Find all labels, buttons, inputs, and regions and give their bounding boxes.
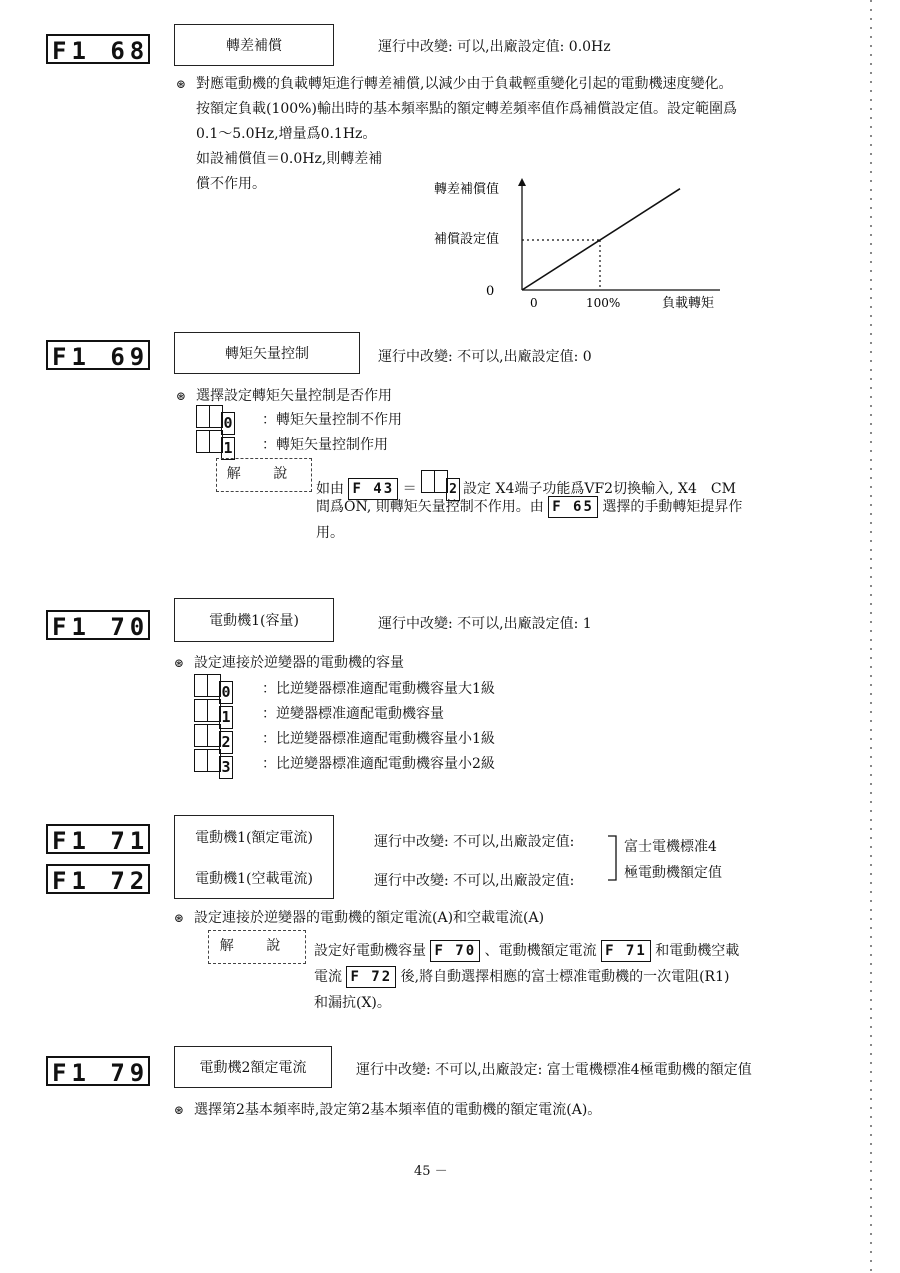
- bullet-icon: ⊛: [174, 656, 185, 670]
- f169-note-line1: 如由 F 43 ＝ 2 設定 X4端子功能爲VF2切換輸入, X4 CM: [316, 470, 736, 501]
- f168-para4: 如設補償值＝0.0Hz,則轉差補: [196, 151, 383, 167]
- f171-note-code2: F 71: [601, 940, 651, 962]
- f170-title: 電動機1(容量): [174, 598, 334, 642]
- f179-intro: 選擇第2基本頻率時,設定第2基本頻率值的電動機的額定電流(A)。: [194, 1102, 602, 1118]
- y-axis-label: 轉差補償值: [434, 182, 500, 197]
- f170-intro: 設定連接於逆變器的電動機的容量: [194, 655, 404, 671]
- f170-option-0-digits: 0: [194, 674, 232, 704]
- f169-note-code1: F 43: [348, 478, 398, 500]
- f170-option-1-digits: 1: [194, 699, 232, 729]
- f169-run-info: 運行中改變: 不可以,出廠設定值: 0: [378, 349, 592, 365]
- f179-title: 電動機2額定電流: [174, 1046, 332, 1088]
- f168-code: F1 68: [46, 34, 150, 64]
- bullet-icon: ⊛: [176, 389, 187, 403]
- origin-label: 0: [486, 284, 495, 299]
- f170-option-3-desc: ：比逆變器標准適配電動機容量小2級: [262, 756, 495, 772]
- f171-title: 電動機1(額定電流): [195, 829, 313, 846]
- f171-factory-line2: 極電動機額定值: [624, 865, 722, 881]
- f172-code: F1 72: [46, 864, 150, 894]
- f169-option-1-digits: 1: [196, 430, 234, 460]
- f179-run-info: 運行中改變: 不可以,出廠設定: 富士電機標准4極電動機的額定值: [356, 1062, 752, 1078]
- f169-option-0-digits: 0: [196, 405, 234, 435]
- f169-note-code3: F 65: [548, 496, 598, 518]
- y-marker-label: 補償設定值: [434, 232, 500, 247]
- f168-para5: 償不作用。: [196, 176, 266, 192]
- f170-option-1-desc: ：逆變器標准適配電動機容量: [262, 706, 444, 722]
- bullet-icon: ⊛: [176, 77, 187, 91]
- f169-note-line3: 用。: [316, 525, 344, 541]
- f171-note-line3: 和漏抗(X)。: [314, 995, 391, 1011]
- f171-run-info: 運行中改變: 不可以,出廠設定值:: [374, 834, 575, 850]
- f169-option-1-desc: ：轉矩矢量控制作用: [262, 437, 388, 453]
- f170-run-info: 運行中改變: 不可以,出廠設定值: 1: [378, 616, 592, 632]
- f170-option-2-desc: ：比逆變器標准適配電動機容量小1級: [262, 731, 495, 747]
- f171-code: F1 71: [46, 824, 150, 854]
- x-tick-label: 100%: [586, 296, 621, 310]
- page-number: 45 －: [414, 1164, 448, 1179]
- x-axis-label: 負載轉矩: [662, 296, 715, 311]
- bullet-icon: ⊛: [174, 911, 185, 925]
- f168-para1: 對應電動機的負載轉矩進行轉差補償,以減少由于負載輕重變化引起的電動機速度變化。: [196, 76, 733, 92]
- f168-para2: 按額定負載(100%)輸出時的基本頻率點的額定轉差頻率值作爲補償設定值。設定範圍爲: [196, 101, 737, 117]
- f170-option-3-digits: 3: [194, 749, 232, 779]
- slip-compensation-chart: [420, 170, 740, 315]
- series-line: [522, 189, 680, 290]
- f171-intro: 設定連接於逆變器的電動機的額定電流(A)和空載電流(A): [194, 910, 545, 926]
- f168-title: 轉差補償: [174, 24, 334, 66]
- f171-note-code3: F 72: [346, 966, 396, 988]
- bullet-icon: ⊛: [174, 1103, 185, 1117]
- y-axis-arrow-icon: [518, 178, 526, 186]
- f169-code: F1 69: [46, 340, 150, 370]
- f168-para3: 0.1～5.0Hz,增量爲0.1Hz。: [196, 126, 377, 142]
- f171-note-label: 解 說: [208, 930, 306, 964]
- f179-code: F1 79: [46, 1056, 150, 1086]
- brace-bracket: [606, 834, 620, 882]
- f171-note-code1: F 70: [430, 940, 480, 962]
- f170-option-2-digits: 2: [194, 724, 232, 754]
- f171-note-line2: 電流 F 72 後,將自動選擇相應的富士標准電動機的一次電阻(R1): [314, 966, 729, 988]
- f170-code: F1 70: [46, 610, 150, 640]
- f171-factory-line1: 富士電機標准4: [624, 839, 717, 855]
- f172-run-info: 運行中改變: 不可以,出廠設定值:: [374, 873, 575, 889]
- f169-note-line2: 間爲ON, 則轉矩矢量控制不作用。由 F 65 選擇的手動轉矩提昇作: [316, 496, 742, 518]
- f169-intro: 選擇設定轉矩矢量控制是否作用: [196, 388, 392, 404]
- f168-run-info: 運行中改變: 可以,出廠設定值: 0.0Hz: [378, 39, 611, 55]
- f171-note-line1: 設定好電動機容量 F 70 、電動機額定電流 F 71 和電動機空載: [314, 940, 739, 962]
- f172-title: 電動機1(空載電流): [195, 870, 313, 887]
- page-edge-dots: [870, 0, 872, 1273]
- f169-option-0-desc: ：轉矩矢量控制不作用: [262, 412, 402, 428]
- f169-note-label: 解 說: [216, 458, 312, 492]
- f169-title: 轉矩矢量控制: [174, 332, 360, 374]
- f169-note-code2: 2: [421, 482, 459, 497]
- x-tick-label: 0: [530, 296, 538, 310]
- f170-option-0-desc: ：比逆變器標准適配電動機容量大1級: [262, 681, 495, 697]
- f171-title-box: [174, 815, 334, 899]
